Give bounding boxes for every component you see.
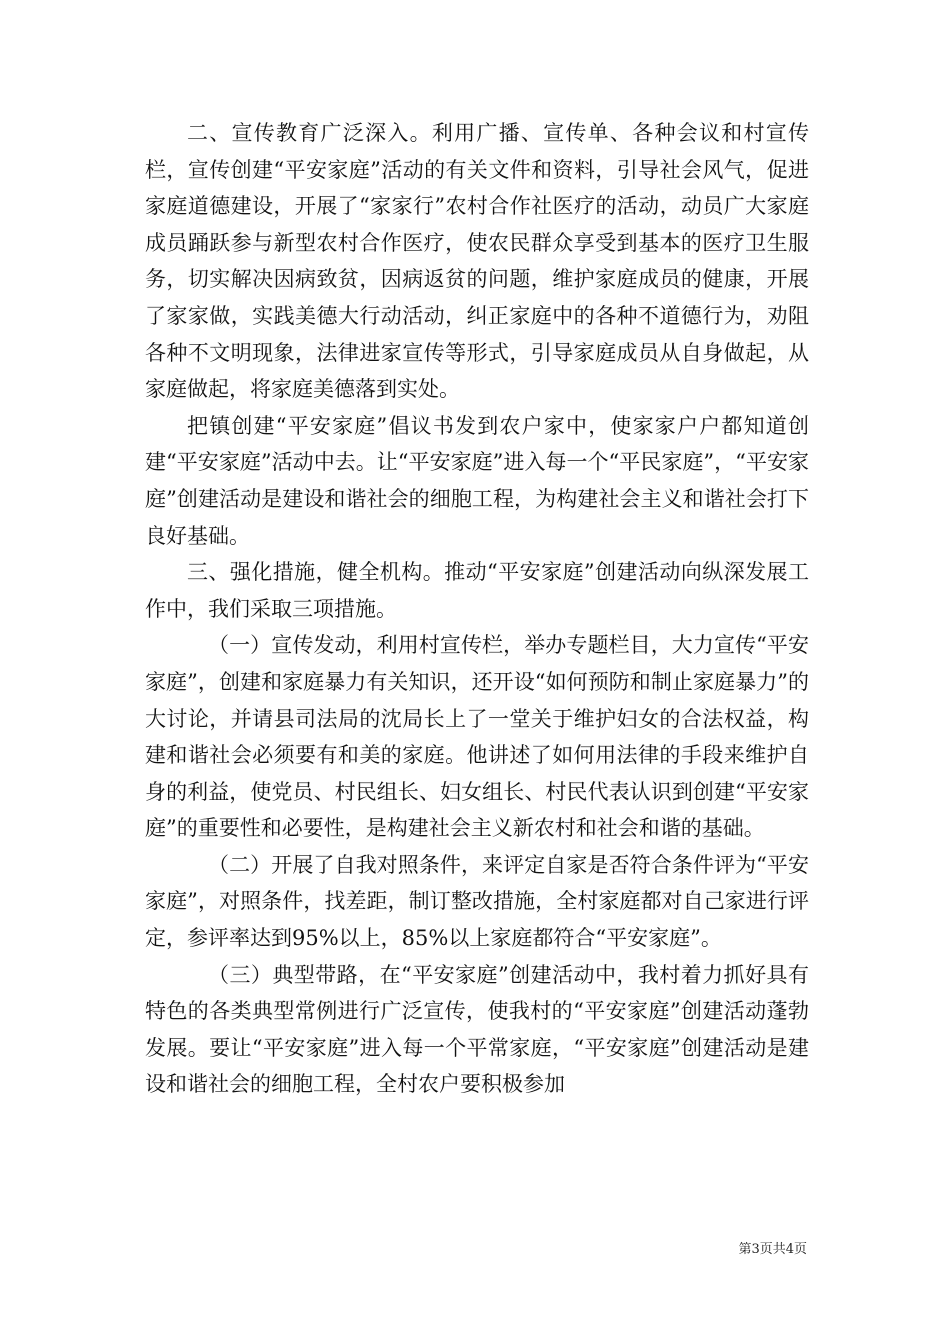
page-number-footer: 第3页共4页 — [738, 1242, 807, 1257]
paragraph-measure-two: （二）开展了自我对照条件，来评定自家是否符合条件评为“平安家庭”，对照条件，找差距，制订整改措施，全村家庭都对自己家进行评定，参评率达到95%以上，85%以上家庭都符合“平安家庭”。 — [145, 852, 809, 951]
paragraph-measure-one: （一）宣传发动，利用村宣传栏，举办专题栏目，大力宣传“平安家庭”，创建和家庭暴力有关知识，还开设“如何预防和制止家庭暴力”的大讨论，并请县司法局的沈局长上了一堂关于维护妇女的合法权益，构建和谐社会必须要有和美的家庭。他讲述了如何用法律的手段来维护自身的利益，使党员、村民组长、妇女组长、村民代表认识到创建“平安家庭”的重要性和必要性，是构建社会主义新农村和社会和谐的基础。 — [145, 633, 809, 841]
document-body — [145, 115, 809, 1103]
paragraph-initiative-letter: 把镇创建“平安家庭”倡议书发到农户家中，使家家户户都知道创建“平安家庭”活动中去。让“平安家庭”进入每一个“平民家庭”，“平安家庭”创建活动是建设和谐社会的细胞工程，为构建社会主义和谐社会打下良好基础。 — [145, 413, 809, 548]
paragraph-propaganda-education: 二、宣传教育广泛深入。利用广播、宣传单、各种会议和村宣传栏，宣传创建“平安家庭”活动的有关文件和资料，引导社会风气，促进家庭道德建设，开展了“家家行”农村合作社医疗的活动，动员广大家庭成员踊跃参与新型农村合作医疗，使农民群众享受到基本的医疗卫生服务，切实解决因病致贫，因病返贫的问题，维护家庭成员的健康，开展了家家做，实践美德大行动活动，纠正家庭中的各种不道德行为，劝阻各种不文明现象，法律进家宣传等形式，引导家庭成员从自身做起，从家庭做起，将家庭美德落到实处。 — [145, 121, 809, 402]
paragraph-measure-three: （三）典型带路，在“平安家庭”创建活动中，我村着力抓好具有特色的各类典型常例进行广泛宣传，使我村的“平安家庭”创建活动蓬勃发展。要让“平安家庭”进入每一个平常家庭，“平安家庭”创建活动是建设和谐社会的细胞工程，全村农户要积极参加 — [145, 962, 809, 1097]
paragraph-strengthen-measures: 三、强化措施，健全机构。推动“平安家庭”创建活动向纵深发展工作中，我们采取三项措施。 — [145, 560, 809, 621]
